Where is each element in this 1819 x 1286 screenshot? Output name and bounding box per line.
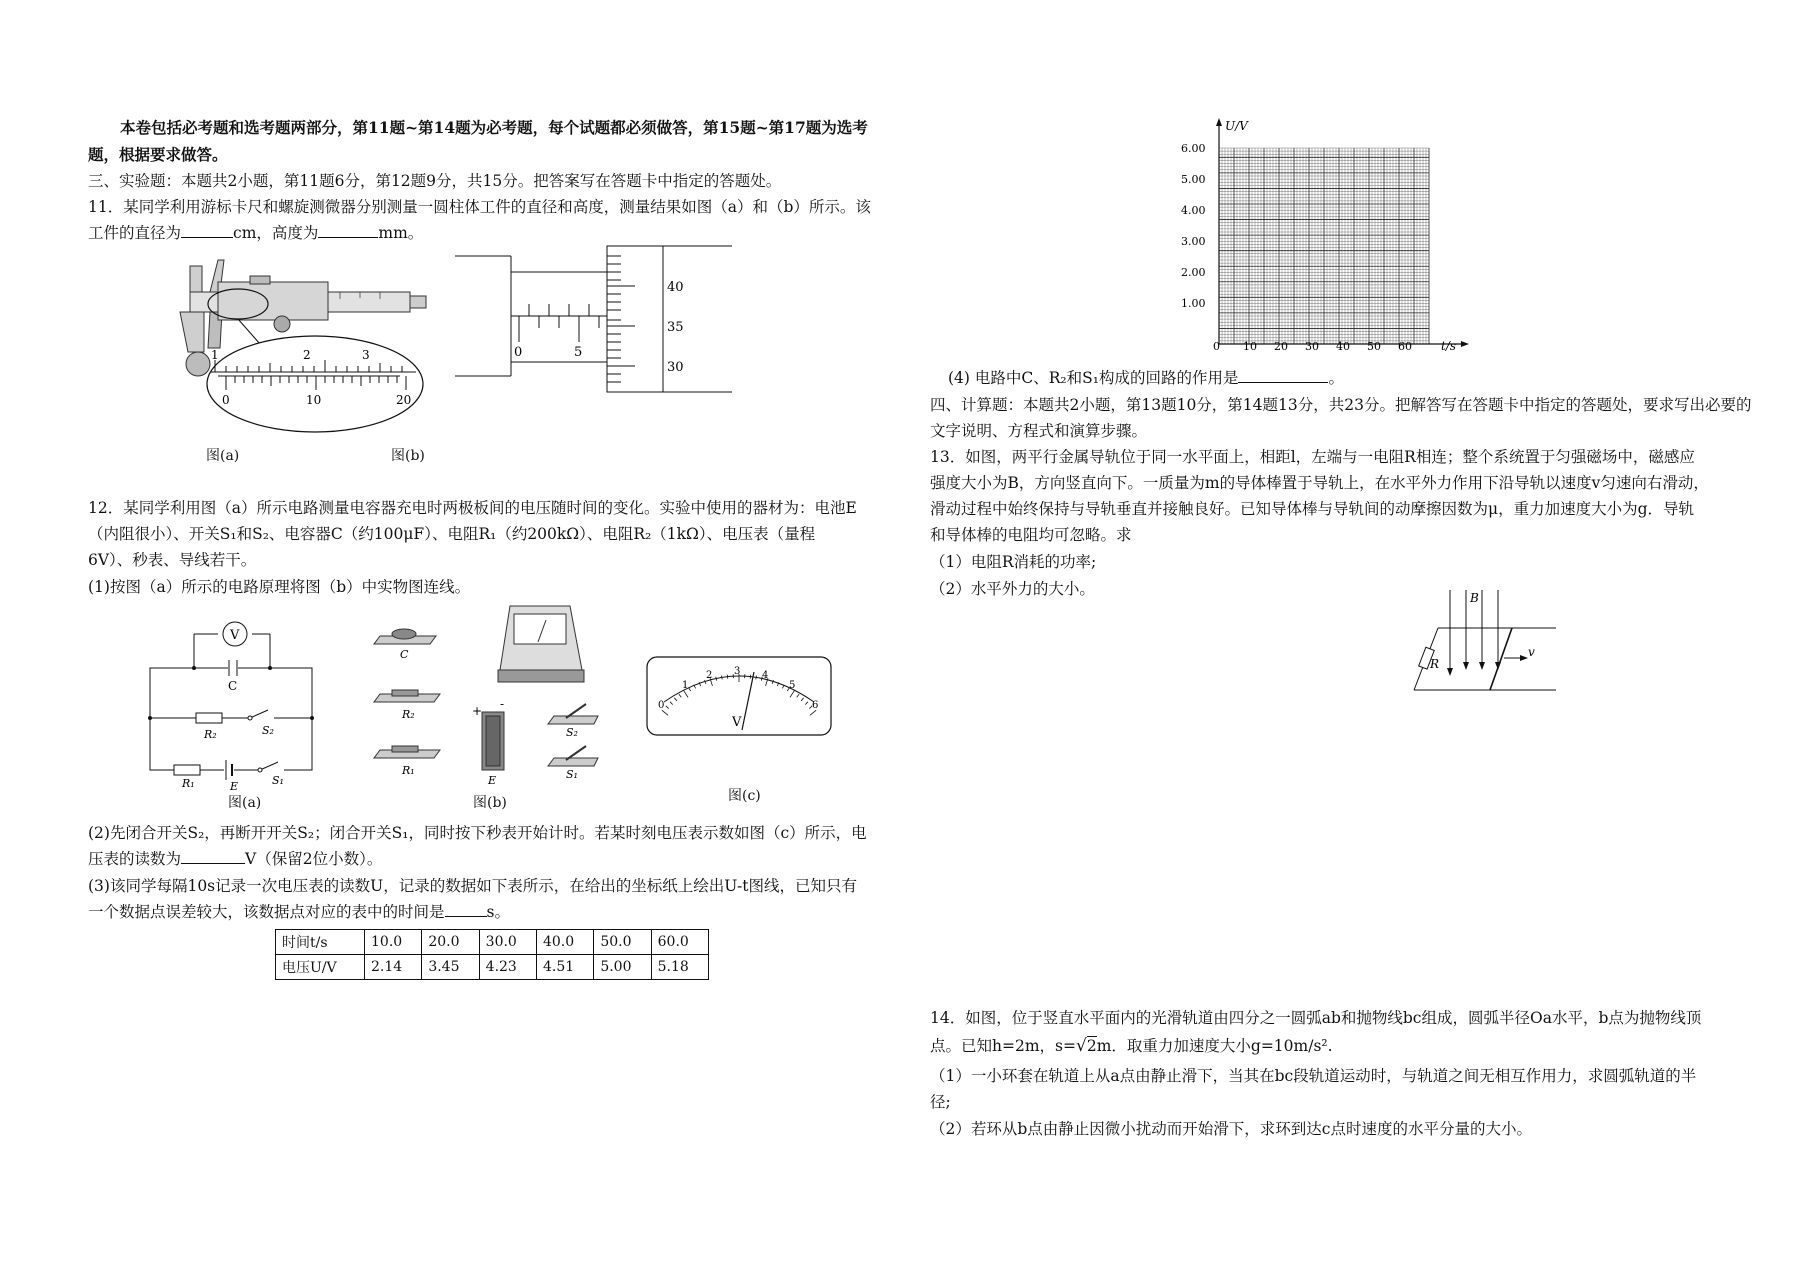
q11-caption-a: 图(a) [206, 448, 240, 464]
meter-2: 2 [706, 670, 713, 681]
meter-0: 0 [658, 700, 665, 711]
graph-x-tick: 10 [1243, 340, 1257, 353]
graph-y-tick: 2.00 [1181, 266, 1206, 279]
vernier-scale-0: 0 [222, 393, 230, 407]
section4-line1: 四、计算题：本题共2小题，第13题10分，第14题13分，共23分。把解答写在答题卡中指定的答题处，要求写出必要的 [930, 396, 1752, 414]
vernier-main-3: 3 [362, 348, 370, 362]
battery-plus: + [472, 704, 483, 718]
part-c: C [400, 648, 409, 661]
q14-sub1-line1: （1）一小环套在轨道上从a点由静止滑下，当其在bc段轨道运动时，与轨道之间无相互作用力，求圆弧轨道的半 [930, 1067, 1697, 1085]
q13-label-r: R [1430, 657, 1440, 671]
q11-blank-diameter[interactable] [181, 223, 233, 238]
components-figure-b [370, 600, 600, 790]
vernier-main-1: 1 [211, 348, 219, 362]
vernier-scale-20: 20 [396, 393, 412, 407]
meter-5: 5 [789, 680, 796, 691]
q13-label-b: B [1470, 591, 1479, 605]
q12-caption-b: 图(b) [473, 795, 507, 811]
part-r2: R₂ [402, 708, 415, 721]
q12-blank-voltage[interactable] [181, 849, 245, 864]
battery-minus: - [500, 697, 505, 711]
vernier-main-2: 2 [303, 348, 311, 362]
q12-line2: （内阻很小）、开关S₁和S₂、电容器C（约100μF）、电阻R₁（约200kΩ）、电阻R₂（1kΩ）、电压表（量程 [88, 525, 816, 543]
graph-y-tick: 4.00 [1181, 204, 1206, 217]
intro-line2: 题，根据要求做答。 [88, 145, 228, 164]
q14-line1: 14．如图，位于竖直水平面内的光滑轨道由四分之一圆弧ab和抛物线bc组成，圆弧半径Oa水平，b点为抛物线顶 [930, 1009, 1702, 1027]
table-row-voltage [276, 955, 709, 980]
thimble-40: 40 [667, 280, 684, 295]
q11-line2 [88, 222, 423, 244]
micrometer-figure [455, 246, 745, 396]
q13-line2: 强度大小为B，方向竖直向下。一质量为m的导体棒置于导轨上，在水平外力作用下沿导轨以速度v匀速向右滑动， [930, 474, 1709, 492]
table-label-time: 时间t/s [276, 930, 365, 955]
meter-1: 1 [682, 680, 689, 691]
q12-part2-line2 [88, 848, 382, 870]
vernier-scale-10: 10 [306, 393, 322, 407]
q12-caption-c: 图(c) [728, 788, 761, 804]
q14-sub1-line2: 径; [930, 1093, 951, 1111]
voltmeter-dial-figure-c [646, 656, 832, 736]
table-cell: 40.0 [536, 930, 593, 955]
graph-paper [1181, 118, 1475, 358]
table-cell: 60.0 [651, 930, 708, 955]
graph-y-tick: 6.00 [1181, 142, 1206, 155]
table-cell: 3.45 [422, 955, 479, 980]
q12-part3-line1: (3)该同学每隔10s记录一次电压表的读数U，记录的数据如下表所示，在给出的坐标纸上绘出U-t图线，已知只有 [88, 877, 857, 895]
table-cell: 2.14 [365, 955, 422, 980]
table-cell: 20.0 [422, 930, 479, 955]
data-table [275, 929, 709, 980]
graph-x-tick: 50 [1367, 340, 1381, 353]
q11-text-c: mm。 [378, 224, 424, 242]
circuit-s1: S₁ [272, 774, 284, 787]
table-cell: 4.51 [536, 955, 593, 980]
graph-y-tick: 3.00 [1181, 235, 1206, 248]
graph-x-label: t/s [1441, 339, 1457, 353]
table-cell: 4.23 [479, 955, 536, 980]
q13-line1: 13．如图，两平行金属导轨位于同一水平面上，相距l，左端与一电阻R相连；整个系统置于匀强磁场中，磁感应 [930, 448, 1695, 466]
table-cell: 10.0 [365, 930, 422, 955]
q12-part4 [948, 367, 1344, 389]
q11-line1: 11．某同学利用游标卡尺和螺旋测微器分别测量一圆柱体工件的直径和高度，测量结果如图（a）和（b）所示。该 [88, 198, 871, 216]
sqrt-symbol: √ [1075, 1036, 1087, 1056]
q12-part3-text-a: 一个数据点误差较大，该数据点对应的表中的时间是 [88, 903, 445, 921]
q13-line4: 和导体棒的电阻均可忽略。求 [930, 526, 1132, 544]
table-cell: 5.00 [594, 955, 651, 980]
graph-x-tick: 60 [1398, 340, 1412, 353]
q13-sub1: （1）电阻R消耗的功率; [930, 553, 1097, 571]
table-cell: 50.0 [594, 930, 651, 955]
q14-line2 [930, 1035, 1333, 1057]
meter-4: 4 [762, 670, 769, 681]
circuit-r2: R₂ [204, 728, 217, 741]
q14-text-a: 点。已知h=2m，s= [930, 1037, 1076, 1055]
q12-part3-line2 [88, 901, 510, 923]
q13-label-v: v [1528, 645, 1535, 659]
q14-sqrt-value: 2 [1086, 1037, 1097, 1055]
part-r1: R₁ [402, 764, 415, 777]
graph-x-tick: 40 [1336, 340, 1350, 353]
q12-blank-purpose[interactable] [1238, 368, 1328, 383]
q12-line1: 12．某同学利用图（a）所示电路测量电容器充电时两极板间的电压随时间的变化。实验中使用的器材为：电池E [88, 499, 857, 517]
intro-line1: 本卷包括必考题和选考题两部分，第11题~第14题为必考题，每个试题都必须做答，第15题~第17题为选考 [120, 118, 868, 137]
graph-y-label: U/V [1225, 119, 1248, 133]
table-label-voltage: 电压U/V [276, 955, 365, 980]
q12-part4-text-b: 。 [1328, 369, 1344, 387]
q11-text-b: cm，高度为 [233, 224, 319, 242]
part-s1: S₁ [566, 768, 578, 781]
circuit-e: E [230, 780, 239, 793]
table-cell: 30.0 [479, 930, 536, 955]
q12-part2-text-a: 压表的读数为 [88, 850, 182, 868]
graph-x-tick: 30 [1305, 340, 1319, 353]
q12-part4-text-a: (4) 电路中C、R₂和S₁构成的回路的作用是 [948, 369, 1239, 387]
circuit-diagram-a [150, 618, 320, 793]
micrometer-5: 5 [574, 345, 583, 360]
graph-x-tick: 20 [1274, 340, 1288, 353]
thimble-35: 35 [667, 320, 684, 335]
table-row-time [276, 930, 709, 955]
graph-x-tick: 0 [1213, 340, 1220, 353]
q11-text-a: 工件的直径为 [88, 224, 182, 242]
graph-y-tick: 1.00 [1181, 297, 1206, 310]
meter-unit: V [732, 715, 742, 730]
circuit-c: C [228, 679, 238, 693]
q12-part2-text-b: V（保留2位小数）。 [245, 850, 383, 868]
meter-6: 6 [812, 700, 819, 711]
part-s2: S₂ [566, 726, 578, 739]
micrometer-0: 0 [514, 345, 523, 360]
part-e: E [488, 774, 497, 787]
section3-heading: 三、实验题：本题共2小题，第11题6分，第12题9分，共15分。把答案写在答题卡中指定的答题处。 [88, 172, 782, 190]
table-cell: 5.18 [651, 955, 708, 980]
q11-blank-height[interactable] [318, 223, 378, 238]
q12-caption-a: 图(a) [228, 795, 262, 811]
circuit-s2: S₂ [262, 724, 274, 737]
thimble-30: 30 [667, 360, 684, 375]
q14-sub2: （2）若环从b点由静止因微小扰动而开始滑下，求环到达c点时速度的水平分量的大小。 [930, 1120, 1532, 1138]
q12-part3-text-b: s。 [486, 903, 510, 921]
graph-y-tick: 5.00 [1181, 173, 1206, 186]
q13-sub2: （2）水平外力的大小。 [930, 580, 1095, 598]
circuit-r1: R₁ [182, 777, 195, 790]
q11-caption-b: 图(b) [391, 448, 425, 464]
q12-line3: 6V）、秒表、导线若干。 [88, 551, 257, 569]
q12-part1: (1)按图（a）所示的电路原理将图（b）中实物图连线。 [88, 578, 471, 596]
q13-line3: 滑动过程中始终保持与导轨垂直并接触良好。已知导体棒与导轨间的动摩擦因数为μ，重力加速度大小为g．导轨 [930, 500, 1694, 518]
section4-line2: 文字说明、方程式和演算步骤。 [930, 422, 1148, 440]
q12-blank-time[interactable] [445, 902, 487, 917]
q12-part2-line1: (2)先闭合开关S₂，再断开开关S₂；闭合开关S₁，同时按下秒表开始计时。若某时刻电压表示数如图（c）所示，电 [88, 824, 867, 842]
circuit-v: V [230, 628, 240, 643]
q13-rail-figure [1408, 586, 1568, 696]
q14-text-b: m．取重力加速度大小g=10m/s². [1096, 1037, 1333, 1055]
vernier-caliper-figure [160, 246, 430, 446]
meter-3: 3 [734, 666, 741, 677]
